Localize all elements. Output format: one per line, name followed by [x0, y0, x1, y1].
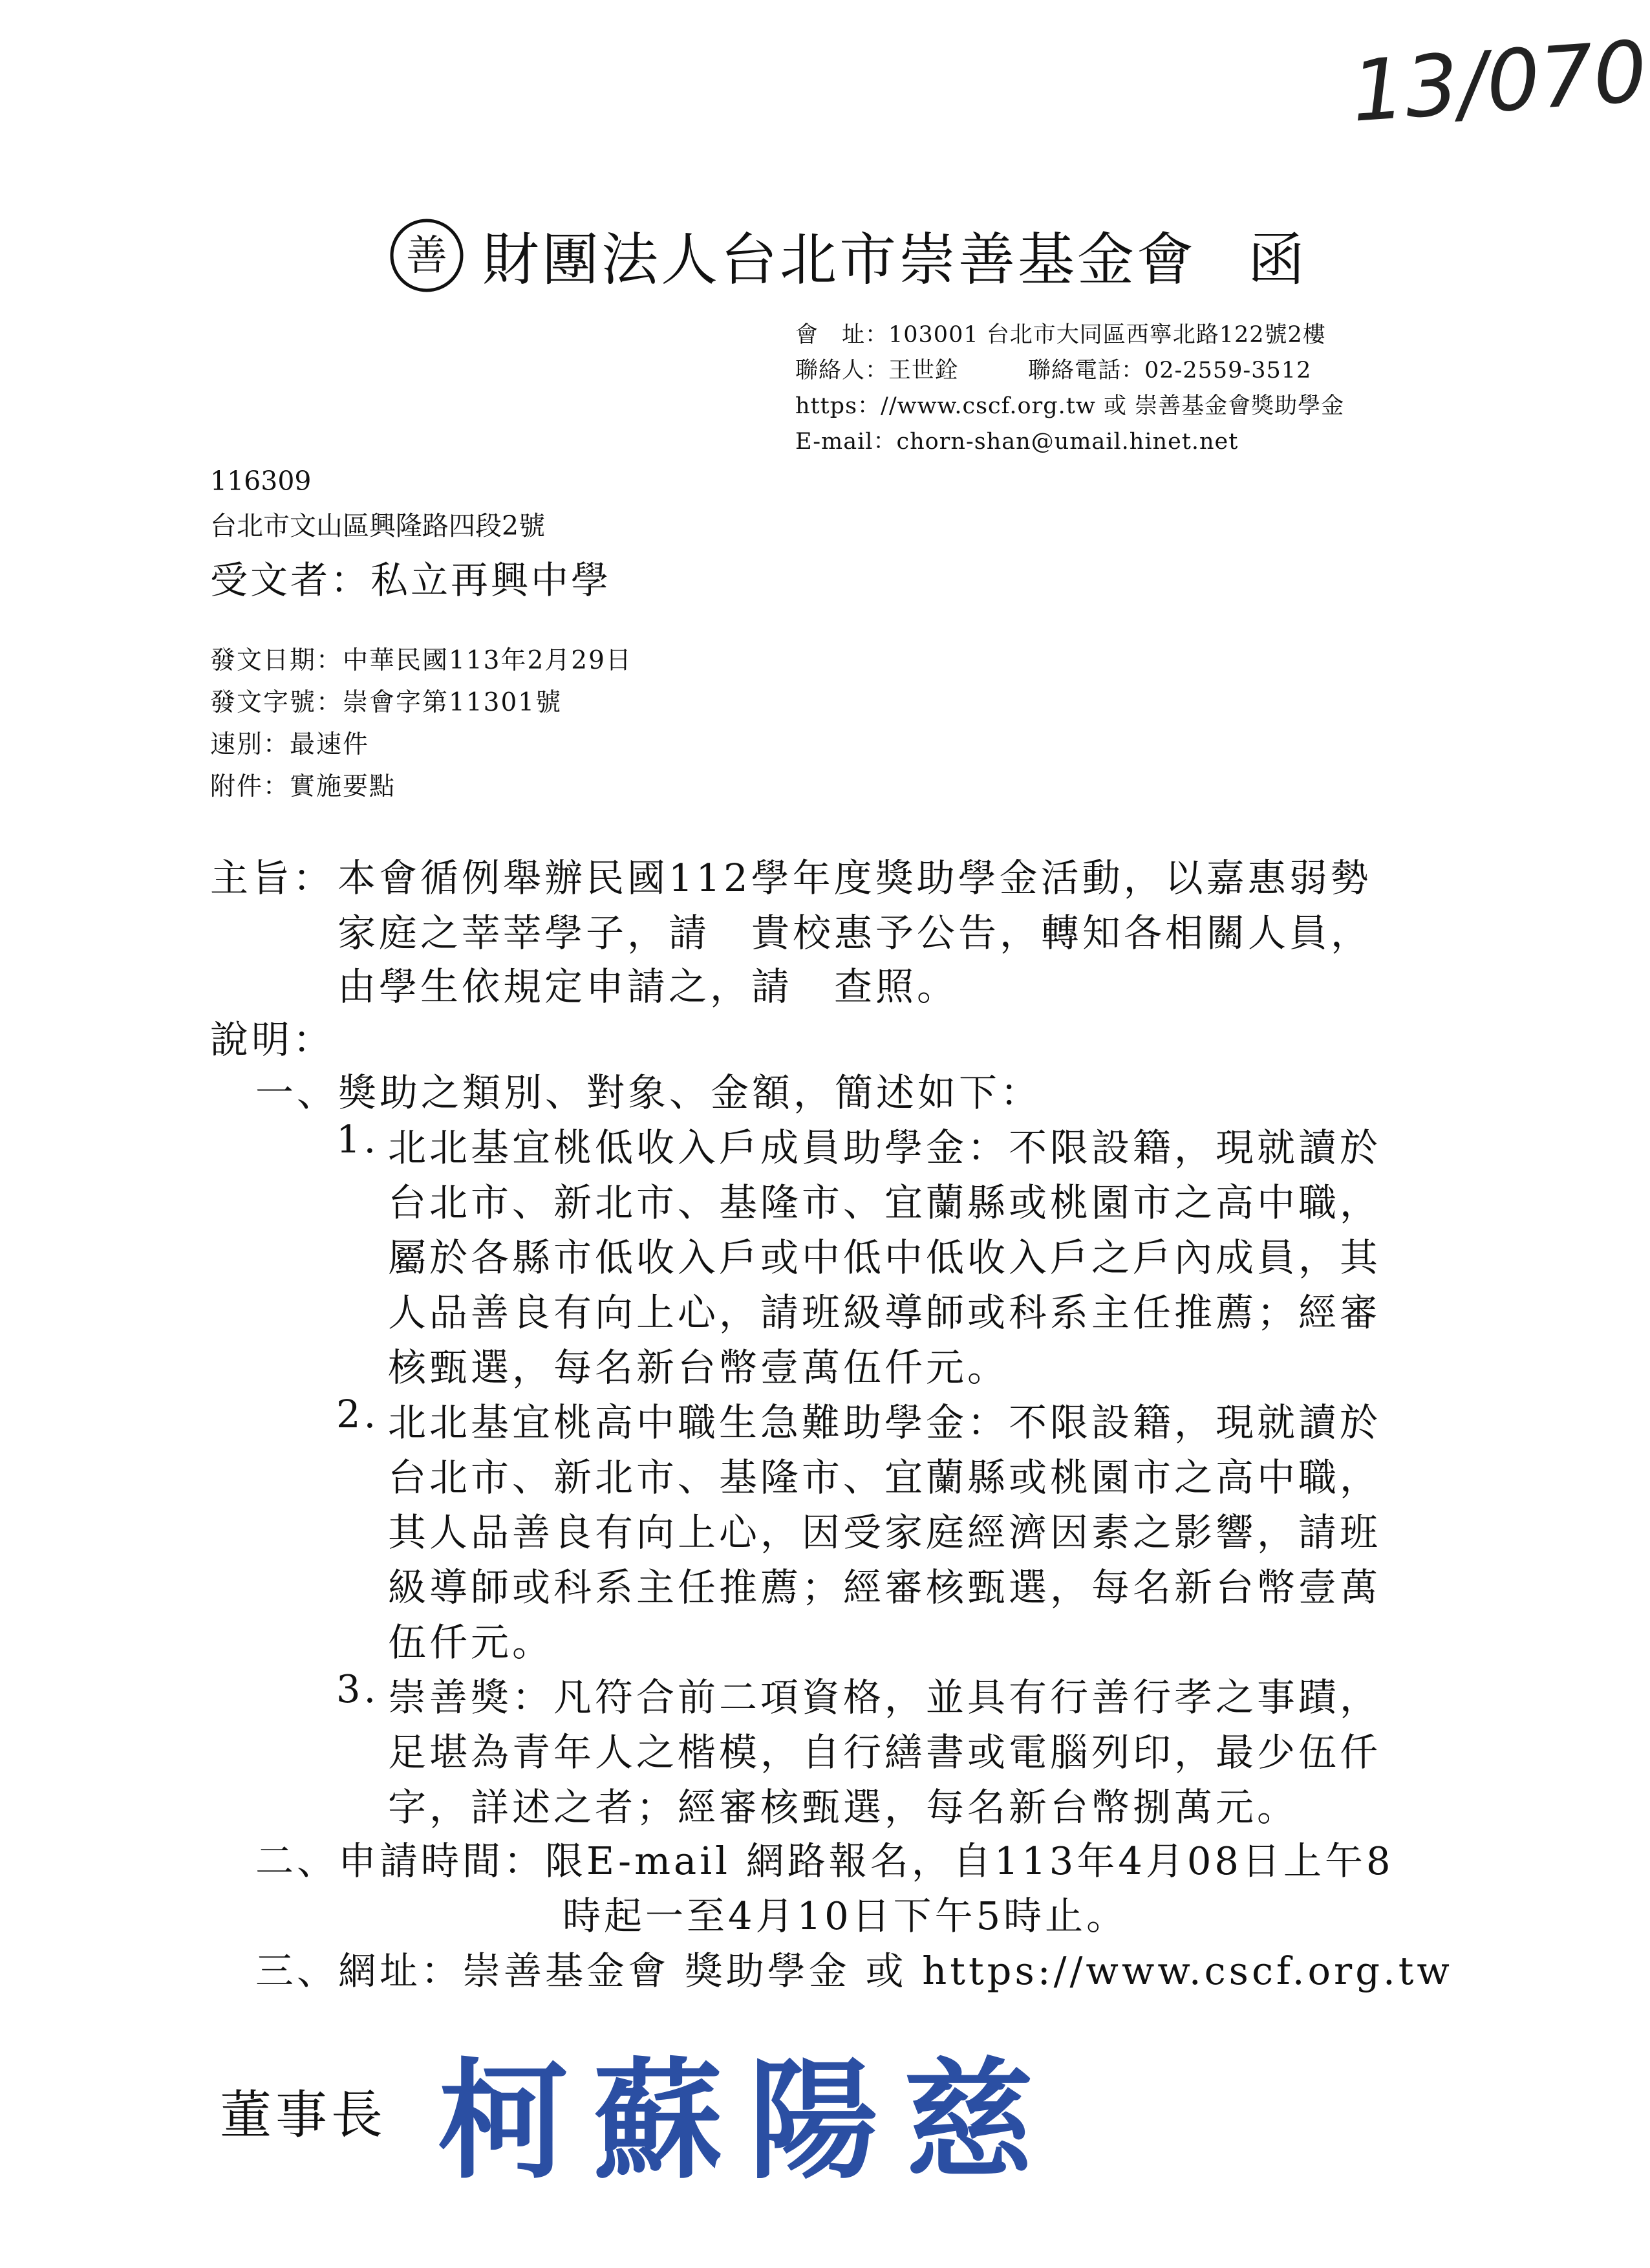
recipient-name: 受文者：私立再興中學 [210, 558, 612, 602]
item-3-line: 足堪為青年人之楷模，自行繕書或電腦列印，最少伍仟 [388, 1730, 1382, 1775]
subject-line: 本會循例舉辦民國112學年度獎助學金活動，以嘉惠弱勢 [338, 856, 1372, 900]
item-3-line: 崇善獎：凡符合前二項資格，並具有行善行孝之事蹟， [388, 1675, 1382, 1720]
explanation-label: 說明： [210, 1017, 335, 1062]
sender-address: 會 址：103001 台北市大同區西寧北路122號2樓 [795, 322, 1326, 348]
document-number: 發文字號：崇會字第11301號 [210, 688, 562, 717]
section-1-heading: 一、獎助之類別、對象、金額，簡述如下： [255, 1070, 1042, 1115]
section-2-heading: 二、申請時間：限E-mail 網路報名，自113年4月08日上午8 [255, 1839, 1394, 1883]
subject-line: 家庭之莘莘學子，請 貴校惠予公告，轉知各相關人員， [338, 911, 1373, 955]
issue-date: 發文日期：中華民國113年2月29日 [210, 646, 632, 675]
handwritten-number: 13/070 [1348, 22, 1650, 141]
section-3-heading: 三、網址：崇善基金會 獎助學金 或 https://www.cscf.org.tw [255, 1949, 1453, 1993]
item-3-number: 3. [336, 1667, 380, 1711]
subject-label: 主旨： [210, 856, 335, 900]
item-1-line: 人品善良有向上心，請班級導師或科系主任推薦；經審 [388, 1290, 1382, 1335]
chairman-title: 董事長 [220, 2085, 387, 2145]
seal-text: 善 [406, 232, 447, 280]
email-line: E-mail：chorn-shan@umail.hinet.net [795, 429, 1239, 455]
item-1-line: 北北基宜桃低收入戶成員助學金：不限設籍，現就讀於 [388, 1125, 1382, 1170]
item-2-line: 台北市、新北市、基隆市、宜蘭縣或桃園市之高中職， [388, 1455, 1382, 1500]
letterhead [388, 207, 1305, 304]
item-1-line: 台北市、新北市、基隆市、宜蘭縣或桃園市之高中職， [388, 1180, 1382, 1225]
item-2-line: 北北基宜桃高中職生急難助學金：不限設籍，現就讀於 [388, 1400, 1382, 1445]
contact-person: 聯絡人：王世銓 聯絡電話：02-2559-3512 [795, 358, 1312, 383]
org-name: 財團法人台北市崇善基金會 [482, 226, 1197, 293]
delivery-speed: 速別：最速件 [210, 730, 370, 759]
item-2-line: 伍仟元。 [388, 1620, 554, 1665]
section-2-continuation: 時起一至4月10日下午5時止。 [562, 1894, 1128, 1938]
item-1-line: 核甄選，每名新台幣壹萬伍仟元。 [388, 1345, 1009, 1390]
item-1-number: 1. [336, 1117, 380, 1161]
item-3-line: 字，詳述之者；經審核甄選，每名新台幣捌萬元。 [388, 1785, 1299, 1830]
item-2-line: 級導師或科系主任推薦；經審核甄選，每名新台幣壹萬 [388, 1565, 1382, 1610]
chairman-signature-stamp: 柯蘇陽慈 [438, 2046, 1060, 2197]
recipient-address: 台北市文山區興隆路四段2號 [210, 510, 546, 541]
website-line: https：//www.cscf.org.tw 或 崇善基金會獎助學金 [795, 393, 1345, 419]
item-1-line: 屬於各縣市低收入戶或中低中低收入戶之戶內成員，其 [388, 1235, 1382, 1280]
attachment: 附件：實施要點 [210, 772, 396, 801]
chairman-signature-block [220, 2018, 1059, 2203]
item-2-number: 2. [336, 1392, 380, 1436]
subject-line: 由學生依規定申請之，請 查照。 [338, 964, 959, 1009]
document-type: 函 [1248, 226, 1305, 293]
org-seal-logo [388, 217, 466, 294]
item-2-line: 其人品善良有向上心，因受家庭經濟因素之影響，請班 [388, 1510, 1382, 1555]
recipient-postal-code: 116309 [210, 466, 312, 497]
